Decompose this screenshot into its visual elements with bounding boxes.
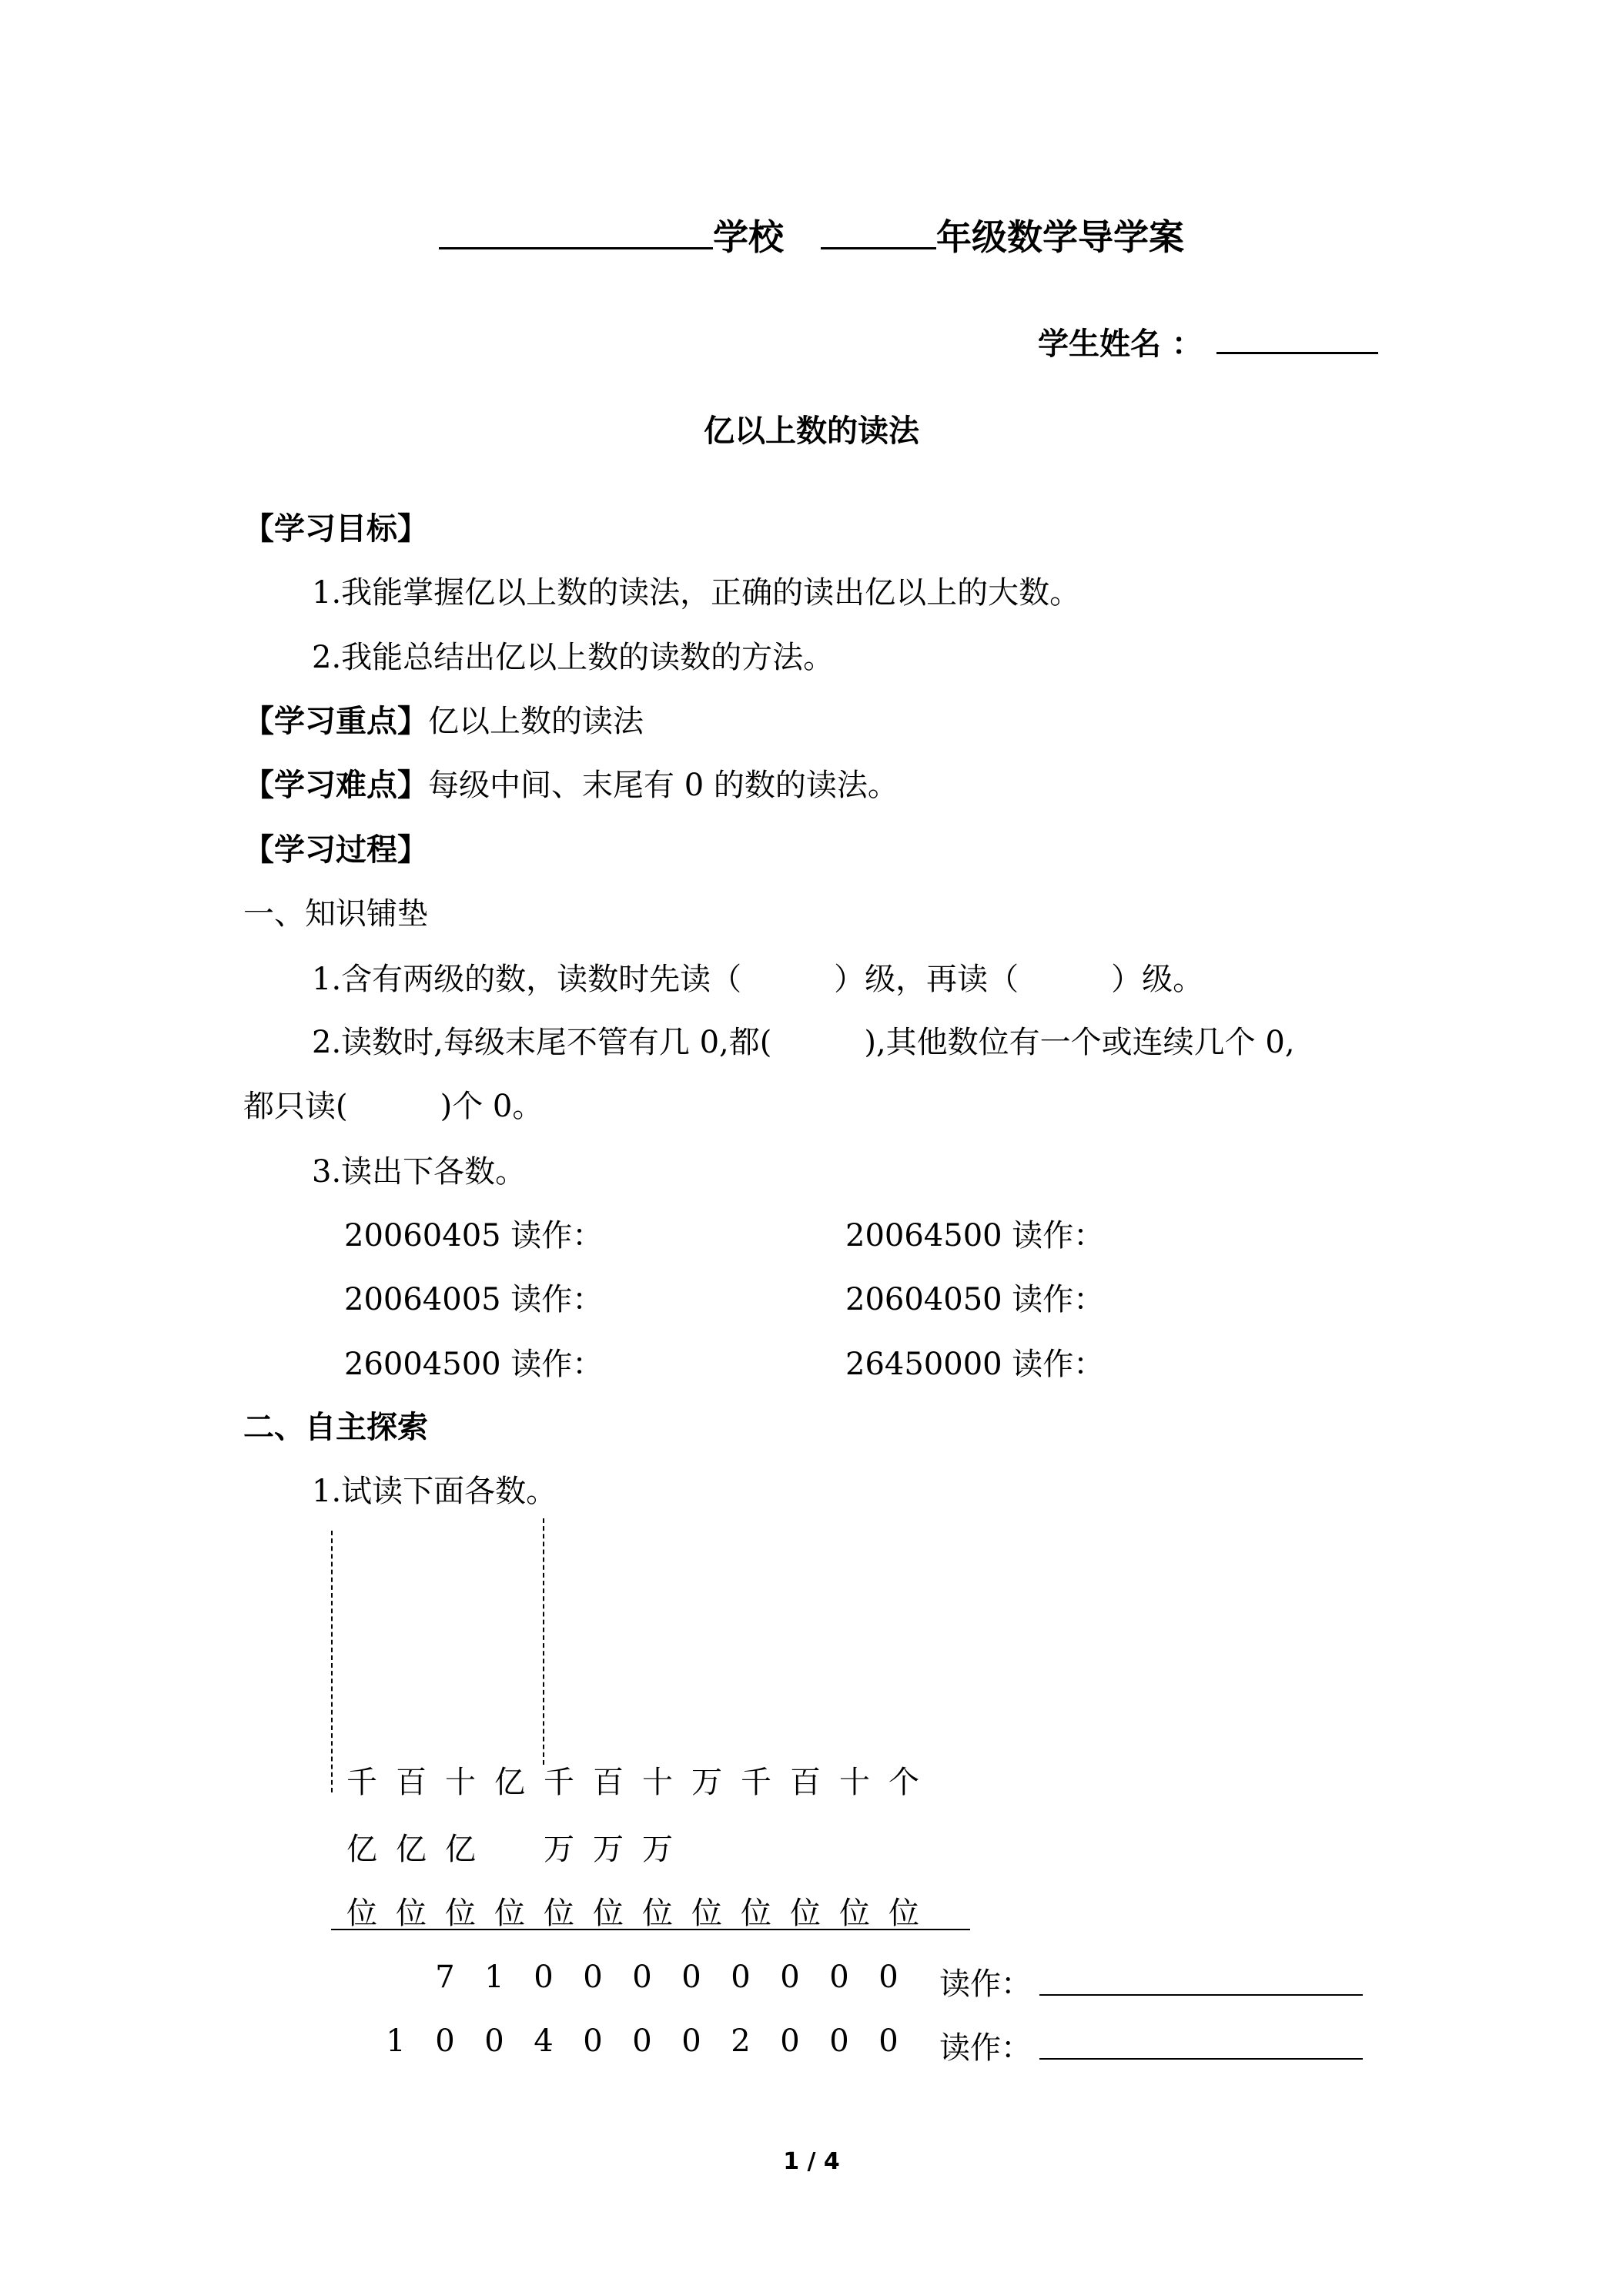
digit-cell: 7 <box>435 1960 455 1995</box>
difficulty-row <box>243 761 899 805</box>
digit-cell: 4 <box>534 2023 554 2059</box>
read-item-6: 26450000 读作： <box>845 1347 1105 1382</box>
place-cell: 位 <box>741 1896 771 1931</box>
answer-line-2[interactable] <box>1039 2058 1363 2060</box>
place-cell: 位 <box>544 1896 574 1931</box>
digit-cell: 0 <box>583 2023 603 2059</box>
place-cell: 十 <box>445 1765 476 1800</box>
document-title <box>0 209 1623 260</box>
student-name-blank[interactable] <box>1216 321 1378 354</box>
place-cell: 万 <box>691 1765 722 1800</box>
digit-cell: 0 <box>484 2023 504 2059</box>
read-item-2: 20064500 读作： <box>845 1218 1105 1253</box>
digit-cell: 0 <box>435 2023 455 2059</box>
key-point-row <box>243 697 644 741</box>
place-cell: 亿 <box>445 1832 476 1867</box>
digit-cell: 0 <box>829 1960 849 1995</box>
place-cell: 位 <box>839 1896 870 1931</box>
place-cell: 万 <box>544 1832 574 1867</box>
place-cell: 亿 <box>494 1765 525 1800</box>
school-suffix: 学校 <box>713 216 784 258</box>
number-row-2-label: 读作： <box>939 2030 1032 2066</box>
digit-cell: 1 <box>484 1960 504 1995</box>
place-cell: 亿 <box>396 1832 427 1867</box>
place-table-underline <box>331 1929 970 1930</box>
section2-q1: 1.试读下面各数。 <box>312 1474 557 1509</box>
student-name-row <box>1038 320 1378 363</box>
digit-cell: 0 <box>534 1960 554 1995</box>
digit-cell: 0 <box>878 1960 899 1995</box>
place-cell: 位 <box>593 1896 624 1931</box>
read-item-1: 20060405 读作： <box>344 1218 604 1253</box>
read-item-5: 26004500 读作： <box>344 1347 604 1382</box>
section1-q3: 3.读出下各数。 <box>312 1154 527 1190</box>
difficulty-label: 【学习难点】 <box>243 768 428 803</box>
process-heading: 【学习过程】 <box>243 832 428 868</box>
digit-cell: 0 <box>878 2023 899 2059</box>
difficulty-text: 每级中间、末尾有 0 的数的读法。 <box>428 768 899 803</box>
read-item-4: 20604050 读作： <box>845 1282 1105 1317</box>
section1-heading: 一、知识铺垫 <box>243 896 428 932</box>
place-cell: 百 <box>790 1765 821 1800</box>
digit-cell: 0 <box>829 2023 849 2059</box>
section2-heading: 二、自主探索 <box>243 1410 428 1445</box>
number-row-1-label: 读作： <box>939 1966 1032 2002</box>
place-cell: 个 <box>888 1765 919 1800</box>
digit-cell: 0 <box>681 1960 701 1995</box>
place-cell: 位 <box>691 1896 722 1931</box>
place-cell: 千 <box>741 1765 771 1800</box>
yi-level-right-divider <box>543 1518 544 1765</box>
place-cell: 十 <box>839 1765 870 1800</box>
yi-level-left-divider <box>331 1531 333 1792</box>
place-cell: 百 <box>396 1765 427 1800</box>
section1-q2-line2: 都只读( )个 0。 <box>243 1089 544 1124</box>
place-cell: 位 <box>790 1896 821 1931</box>
digit-cell: 0 <box>632 2023 652 2059</box>
place-cell: 十 <box>642 1765 673 1800</box>
digit-cell: 1 <box>386 2023 406 2059</box>
place-cell: 千 <box>544 1765 574 1800</box>
digit-cell: 0 <box>583 1960 603 1995</box>
grade-suffix: 年级数学导学案 <box>936 216 1184 258</box>
digit-cell: 0 <box>681 2023 701 2059</box>
place-cell: 千 <box>346 1765 377 1800</box>
key-point-text: 亿以上数的读法 <box>428 704 644 739</box>
digit-cell: 0 <box>780 2023 800 2059</box>
key-point-label: 【学习重点】 <box>243 704 428 739</box>
place-cell: 百 <box>593 1765 624 1800</box>
student-name-label: 学生姓名 ： <box>1038 326 1203 362</box>
place-cell: 位 <box>346 1896 377 1931</box>
page-number: 1 / 4 <box>783 2148 840 2175</box>
place-cell: 位 <box>888 1896 919 1931</box>
place-cell: 位 <box>494 1896 525 1931</box>
school-blank[interactable] <box>439 216 713 249</box>
objective-item-2: 2.我能总结出亿以上数的读数的方法。 <box>312 640 835 675</box>
place-cell: 万 <box>642 1832 673 1867</box>
read-item-3: 20064005 读作： <box>344 1282 604 1317</box>
digit-cell: 0 <box>632 1960 652 1995</box>
answer-line-1[interactable] <box>1039 1994 1363 1996</box>
section1-q2-line1: 2.读数时,每级末尾不管有几 0,都( ),其他数位有一个或连续几个 0, <box>312 1025 1295 1060</box>
objective-item-1: 1.我能掌握亿以上数的读法，正确的读出亿以上的大数。 <box>312 575 1081 611</box>
digit-cell: 0 <box>731 1960 751 1995</box>
place-cell: 位 <box>642 1896 673 1931</box>
lesson-title: 亿以上数的读法 <box>704 413 919 449</box>
digit-cell: 0 <box>780 1960 800 1995</box>
place-cell: 位 <box>396 1896 427 1931</box>
objectives-heading: 【学习目标】 <box>243 511 428 547</box>
place-cell: 亿 <box>346 1832 377 1867</box>
digit-cell: 2 <box>731 2023 751 2059</box>
place-cell: 万 <box>593 1832 624 1867</box>
grade-blank[interactable] <box>821 216 936 249</box>
section1-q1: 1.含有两级的数，读数时先读（ ）级，再读（ ）级。 <box>312 962 1204 997</box>
place-cell: 位 <box>445 1896 476 1931</box>
